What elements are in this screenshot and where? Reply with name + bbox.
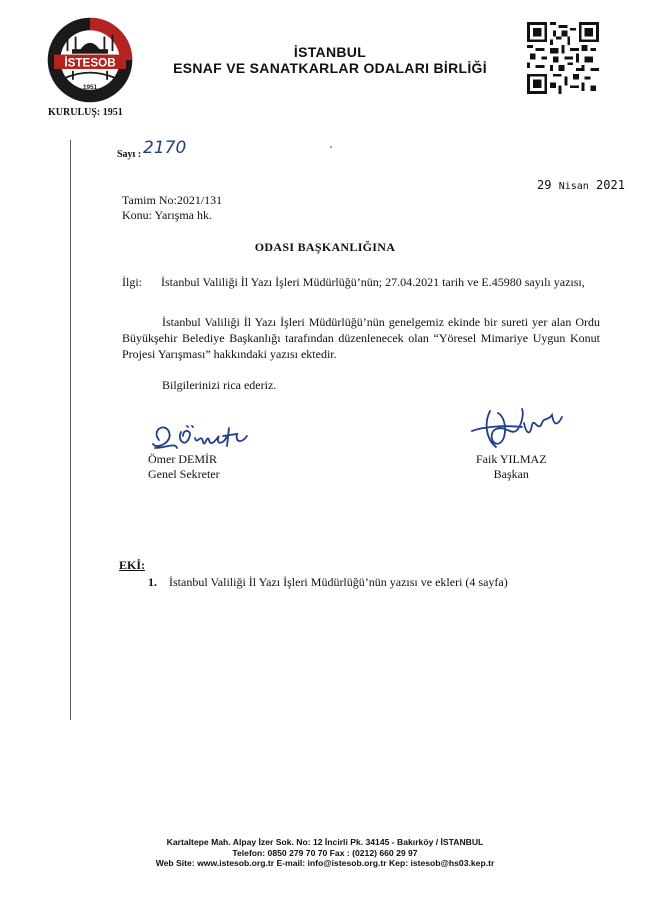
scan-speck [330, 146, 332, 148]
footer [0, 837, 650, 869]
logo-year: 1951 [82, 83, 98, 91]
signatory-right-name: Faik YILMAZ [476, 452, 547, 466]
circular-meta [122, 193, 222, 223]
qr-code [527, 22, 599, 94]
signatory-right [476, 452, 547, 482]
org-name: ESNAF VE SANATKARLAR ODALARI BİRLİĞİ [173, 60, 487, 76]
signatory-left-name: Ömer DEMİR [148, 452, 217, 466]
signatory-right-title: Başkan [493, 467, 529, 481]
sayi-label: Sayı : [117, 149, 142, 160]
logo-wordmark: İSTESOB [64, 56, 116, 70]
sayi-number: 2170 [143, 138, 187, 158]
attachment-text: İstanbul Valiliği İl Yazı İşleri Müdürlüğü’nün yazısı ve ekleri (4 sayfa) [169, 575, 508, 589]
footer-address: Kartaltepe Mah. Alpay İzer Sok. No: 12 İncirli Pk. 34145 - Bakırköy / İSTANBUL [166, 837, 484, 847]
reference-text: İstanbul Valiliği İl Yazı İşleri Müdürlüğü’nün; 27.04.2021 tarih ve E.45980 sayılı yazısı, [161, 275, 585, 289]
closing-line: Bilgilerinizi rica ederiz. [162, 378, 277, 392]
signatory-left-title: Genel Sekreter [148, 467, 220, 481]
signatory-left [148, 452, 220, 482]
org-city: İSTANBUL [293, 44, 367, 60]
founded-year: KURULUŞ: 1951 [48, 107, 123, 118]
tamim-number: Tamim No:2021/131 [122, 193, 223, 207]
date-stamp: 29 Nisan 2021 [537, 178, 625, 192]
subject: Konu: Yarışma hk. [122, 208, 213, 222]
attachment-item [148, 575, 508, 590]
attachments-label: EKİ: [119, 558, 146, 572]
addressee: ODASI BAŞKANLIĞINA [254, 240, 396, 254]
footer-phone: Telefon: 0850 279 70 70 Fax : (0212) 660 29 97 [232, 847, 418, 858]
attachment-number: 1. [148, 575, 157, 589]
signature-faik-yilmaz [462, 403, 572, 453]
footer-web: Web Site: www.istesob.org.tr E-mail: info@istesob.org.tr Kep: istesob@hs03.kep.tr [155, 858, 495, 868]
margin-line [70, 140, 71, 720]
reference-label: İlgi: [122, 275, 142, 289]
organization-header [150, 44, 510, 76]
istesob-logo [45, 15, 135, 105]
body-paragraph: İstanbul Valiliği İl Yazı İşleri Müdürlüğü’nün genelgemiz ekinde bir sureti yer alan Ordu Büyükşehir Belediye Başkanlığı tarafından düzenlenecek olan “Yöresel Mimariye Uygun Konut Projesi Yarışması” hakkındaki yazısı ektedir. [122, 315, 600, 361]
